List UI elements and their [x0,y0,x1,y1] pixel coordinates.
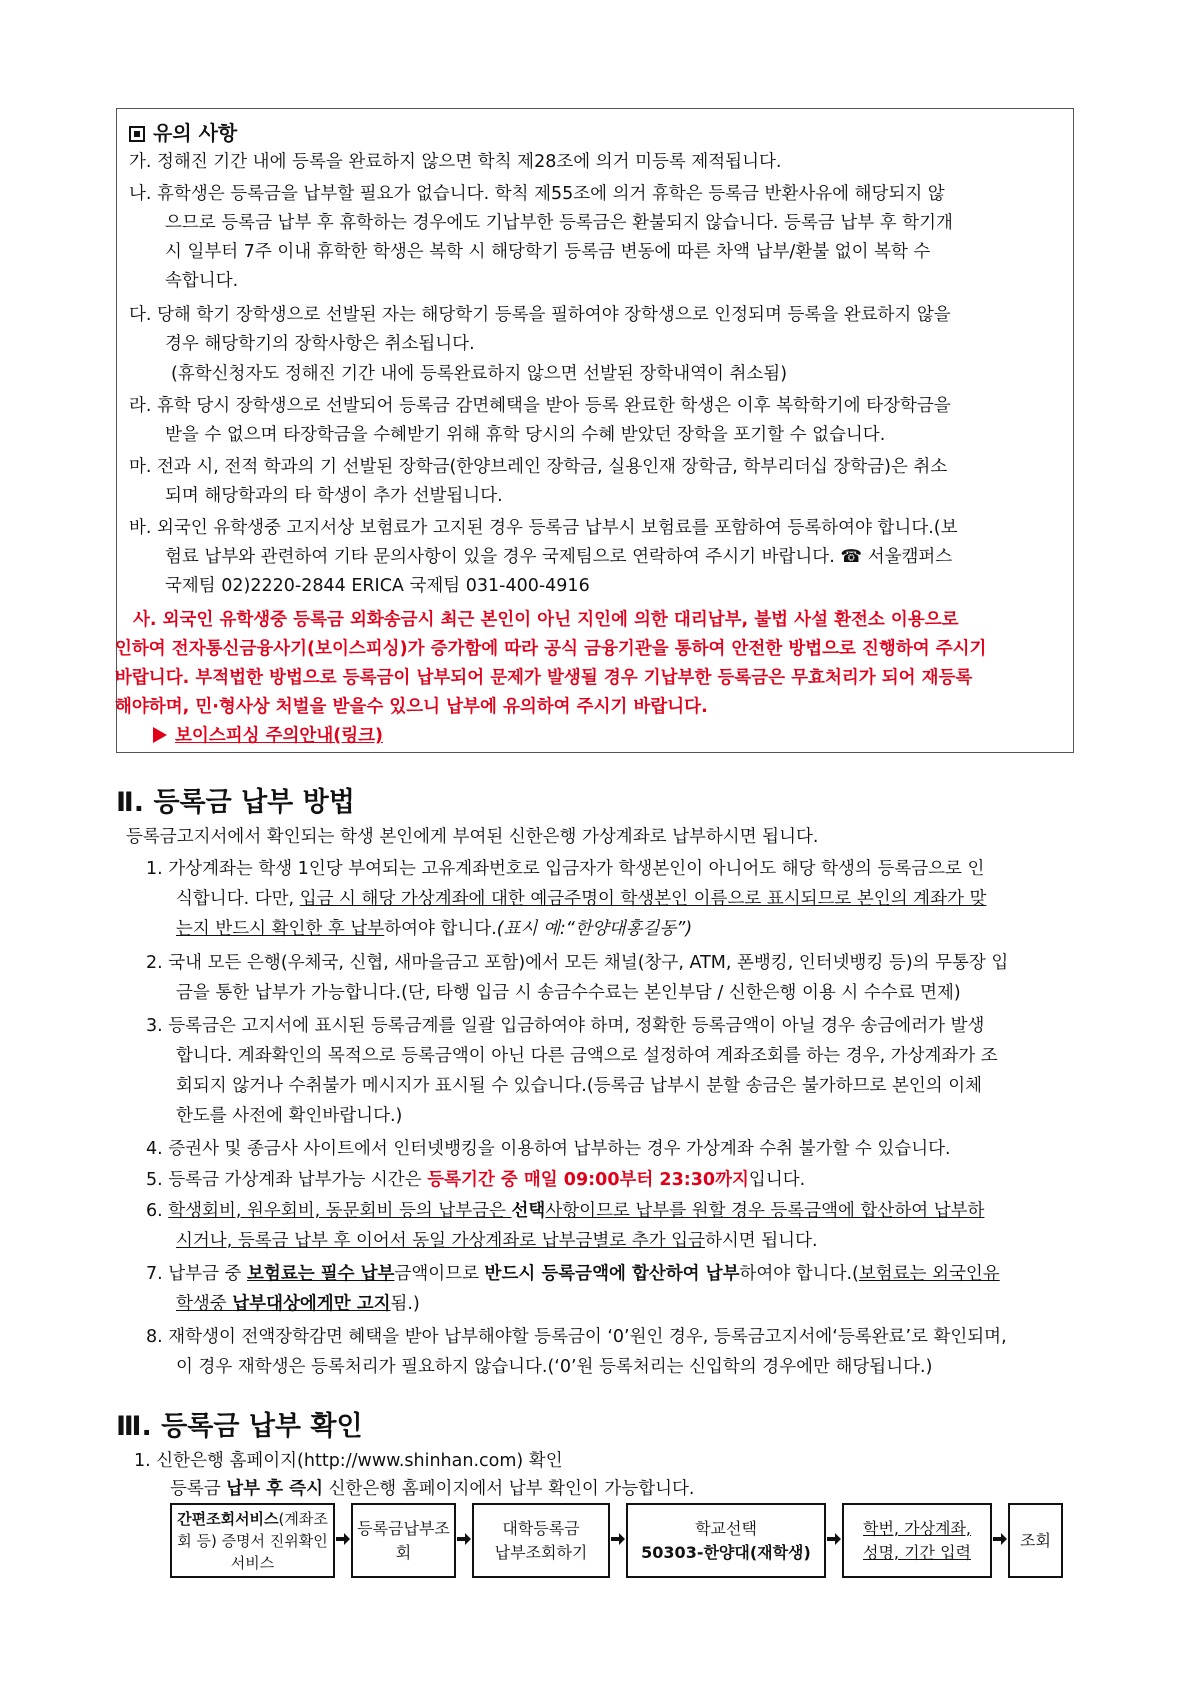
notice-item-ra: 라. 휴학 당시 장학생으로 선발되어 등록금 감면혜택을 받아 등록 완료한 학생은 이후 복학학기에 타장학금을 [129,396,951,416]
notice-item-ba-line2: 험료 납부와 관련하여 기타 문의사항이 있을 경우 국제팀으로 연락하여 주시기 바랍니다. ☎ 서울캠퍼스 [165,547,953,567]
s3-item1-sub: 등록금 납부 후 즉시 신한은행 홈페이지에서 납부 확인이 가능합니다. [170,1479,695,1499]
arrow-right-icon [992,1531,1008,1547]
s2-item2-line2: 금을 통한 납부가 가능합니다.(단, 타행 입금 시 송금수수료는 본인부담 / 신한은행 이용 시 수수료 면제) [176,983,961,1003]
s2-item6-line2: 시거나, 등록금 납부 후 이어서 동일 가상계좌로 납부금별로 추가 입금하시면 됩니다. [176,1231,818,1251]
s2-item3-line2: 합니다. 계좌확인의 목적으로 등록금액이 아닌 다른 금액으로 설정하여 계좌조회를 하는 경우, 가상계좌가 조 [176,1046,998,1066]
notice-item-ma: 마. 전과 시, 전적 학과의 기 선발된 장학금(한양브레인 장학금, 실용인재 장학금, 학부리더십 장학금)은 취소 [129,457,948,477]
s2-item3-line1: 3. 등록금은 고지서에 표시된 등록금계를 일괄 입금하여야 하며, 정확한 등록금액이 아닐 경우 송금에러가 발생 [146,1016,985,1036]
notice-item-da: 다. 당해 학기 장학생으로 선발된 자는 해당학기 등록을 필하여야 장학생으로 인정되며 등록을 완료하지 않을 [129,305,951,325]
notice-item-na-line4: 속합니다. [165,271,239,291]
notice-item-na: 나. 휴학생은 등록금을 납부할 필요가 없습니다. 학칙 제55조에 의거 휴학은 등록금 반환사유에 해당되지 않 [129,184,945,204]
flow-step-simple-inquiry: 간편조회서비스(계좌조회 등) 증명서 진위확인 서비스 [170,1503,335,1578]
notice-box [116,108,1074,753]
section3-title: Ⅲ. 등록금 납부 확인 [116,1411,363,1442]
arrow-right-icon [456,1531,472,1547]
notice-item-na-line2: 으므로 등록금 납부 후 휴학하는 경우에도 기납부한 등록금은 환불되지 않습니다. 등록금 납부 후 학기개 [165,213,953,233]
flow-step-inquiry: 조회 [1008,1503,1063,1578]
square-bullet-icon [129,126,145,142]
s2-item1-line1: 1. 가상계좌는 학생 1인당 부여되는 고유계좌번호로 입금자가 학생본인이 아니어도 해당 학생의 등록금으로 인 [146,859,985,879]
notice-item-ba-line3: 국제팀 02)2220-2844 ERICA 국제팀 031-400-4916 [165,576,590,596]
notice-item-na-line3: 시 일부터 7주 이내 휴학한 학생은 복학 시 해당학기 등록금 변동에 따른 차액 납부/환불 없이 복학 수 [165,242,931,262]
s2-item8-line1: 8. 재학생이 전액장학감면 혜택을 받아 납부해야할 등록금이 ‘0’원인 경우, 등록금고지서에‘등록완료’로 확인되며, [146,1327,1007,1347]
section2-title: Ⅱ. 등록금 납부 방법 [116,787,355,818]
s2-item5: 5. 등록금 가상계좌 납부가능 시간은 등록기간 중 매일 09:00부터 23:30까지입니다. [146,1170,806,1190]
flow-step-input-info: 학번, 가상계좌, 성명, 기간 입력 [842,1503,992,1578]
s2-item1-line2: 식합니다. 다만, 입금 시 해당 가상계좌에 대한 예금주명이 학생본인 이름으로 표시되므로 본인의 계좌가 맞 [176,889,987,909]
s2-item1-line3: 는지 반드시 확인한 후 납부하여야 합니다.(표시 예:“한양대홍길동”) [176,919,693,939]
flow-step-univ-tuition: 대학등록금 납부조회하기 [472,1503,610,1578]
s2-item8-line2: 이 경우 재학생은 등록처리가 필요하지 않습니다.(‘0’원 등록처리는 신입학의 경우에만 해당됩니다.) [176,1357,933,1377]
notice-item-ga: 가. 정해진 기간 내에 등록을 완료하지 않으면 학칙 제28조에 의거 미등록 제적됩니다. [129,152,782,172]
s2-item2-line1: 2. 국내 모든 은행(우체국, 신협, 새마을금고 포함)에서 모든 채널(창구, ATM, 폰뱅킹, 인터넷뱅킹 등)의 무통장 입 [146,953,1009,973]
notice-item-sa-line2: 인하여 전자통신금융사기(보이스피싱)가 증가함에 따라 공식 금융기관을 통하여 안전한 방법으로 진행하여 주시기 [115,639,987,659]
notice-item-sa: 사. 외국인 유학생중 등록금 외화송금시 최근 본인이 아닌 지인에 의한 대리납부, 불법 사설 환전소 이용으로 [133,610,959,630]
section2-intro: 등록금고지서에서 확인되는 학생 본인에게 부여된 신한은행 가상계좌로 납부하시면 됩니다. [126,827,819,847]
s2-item4: 4. 증권사 및 종금사 사이트에서 인터넷뱅킹을 이용하여 납부하는 경우 가상계좌 수취 불가할 수 있습니다. [146,1139,951,1159]
notice-item-ba: 바. 외국인 유학생중 고지서상 보험료가 고지된 경우 등록금 납부시 보험료를 포함하여 등록하여야 합니다.(보 [129,518,958,538]
play-arrow-icon [153,727,167,743]
s2-item6-line1: 6. 학생회비, 원우회비, 동문회비 등의 납부금은 선택사항이므로 납부를 원할 경우 등록금액에 합산하여 납부하 [146,1201,985,1221]
s2-item3-line4: 한도를 사전에 확인바랍니다.) [176,1106,403,1126]
notice-item-da-note: (휴학신청자도 정해진 기간 내에 등록완료하지 않으면 선발된 장학내역이 취소됨) [171,364,788,384]
arrow-right-icon [335,1531,351,1547]
s2-item7-line1: 7. 납부금 중 보험료는 필수 납부금액이므로 반드시 등록금액에 합산하여 납부하여야 합니다.(보험료는 외국인유 [146,1264,1000,1284]
flow-step-school-select: 학교선택 50303-한양대(재학생) [626,1503,826,1578]
s3-item1: 1. 신한은행 홈페이지(http://www.shinhan.com) 확인 [134,1451,563,1471]
shinhan-check-flow [170,1503,1070,1578]
s2-item3-line3: 회되지 않거나 수취불가 메시지가 표시될 수 있습니다.(등록금 납부시 분할 송금은 불가하므로 본인의 이체 [176,1076,983,1096]
notice-item-da-line2: 경우 해당학기의 장학사항은 취소됩니다. [165,334,475,354]
arrow-right-icon [610,1531,626,1547]
s2-item7-line2: 학생중 납부대상에게만 고지됨.) [176,1294,420,1314]
notice-item-ma-line2: 되며 해당학과의 타 학생이 추가 선발됩니다. [165,486,503,506]
voice-phishing-link[interactable]: 보이스피싱 주의안내(링크) [153,722,383,747]
notice-item-ra-line2: 받을 수 없으며 타장학금을 수혜받기 위해 휴학 당시의 수혜 받았던 장학을 포기할 수 없습니다. [165,425,886,445]
flow-step-tuition-inquiry: 등록금납부조회 [351,1503,456,1578]
arrow-right-icon [826,1531,842,1547]
notice-item-sa-line3: 바랍니다. 부적법한 방법으로 등록금이 납부되어 문제가 발생될 경우 기납부한 등록금은 무효처리가 되어 재등록 [115,668,973,688]
notice-title: 유의 사항 [129,117,237,146]
notice-item-sa-line4: 해야하며, 민·형사상 처벌을 받을수 있으니 납부에 유의하여 주시기 바랍니다. [115,697,708,717]
